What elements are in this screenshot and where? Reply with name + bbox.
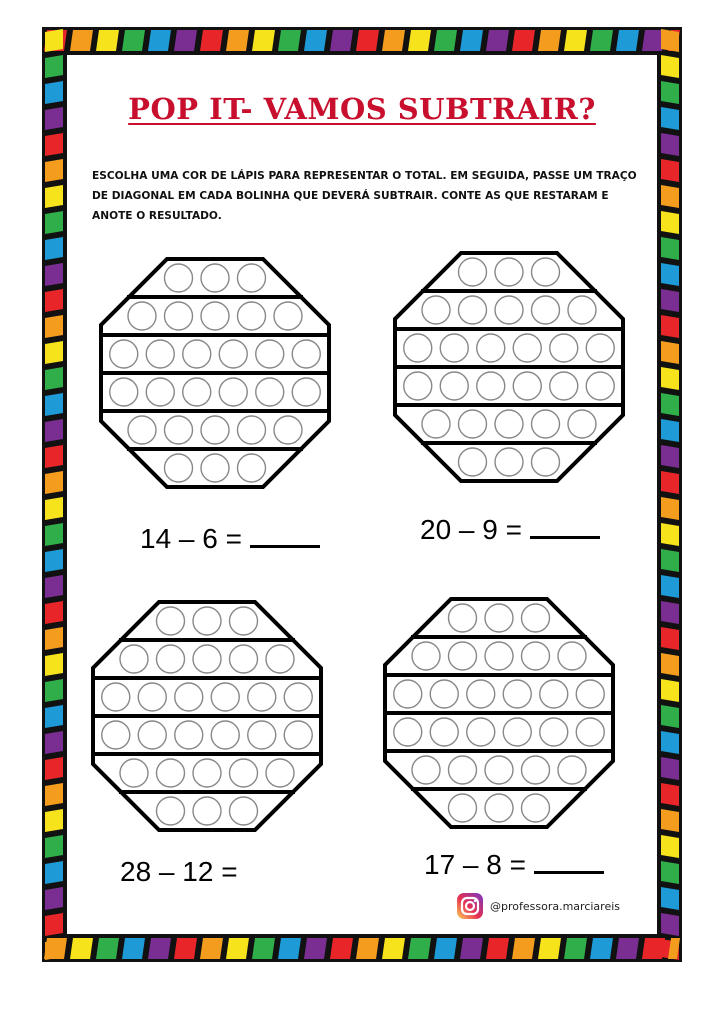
border-segment [642,938,665,959]
border-segment [434,30,457,51]
pop-bubble[interactable] [467,680,495,708]
pop-bubble[interactable] [102,683,130,711]
border-segment [45,211,63,234]
border-segment [661,731,679,754]
border-segment [538,938,561,959]
border-segment [174,30,197,51]
pop-bubble[interactable] [485,756,513,784]
pop-bubble[interactable] [477,334,505,362]
border-segment [356,30,379,51]
pop-bubble[interactable] [532,258,560,286]
pop-bubble[interactable] [266,645,294,673]
border-segment [45,523,63,546]
pop-bubble[interactable] [248,683,276,711]
pop-bubble[interactable] [495,410,523,438]
pop-bubble[interactable] [165,454,193,482]
exercise-4-expression: 17 – 8 = [424,849,526,880]
pop-it-3 [91,600,323,832]
pop-bubble[interactable] [248,721,276,749]
pop-bubble[interactable] [485,642,513,670]
pop-bubble[interactable] [193,645,221,673]
border-segment [661,133,679,156]
pop-bubble[interactable] [495,448,523,476]
pop-bubble[interactable] [292,378,320,406]
pop-bubble[interactable] [394,680,422,708]
border-segment [661,835,679,858]
border-segment [45,497,63,520]
border-segment [661,861,679,884]
border-segment [226,30,249,51]
exercise-1-expression: 14 – 6 = [140,523,242,554]
pop-bubble[interactable] [412,642,440,670]
border-segment [45,159,63,182]
pop-bubble[interactable] [459,296,487,324]
border-segment [661,315,679,338]
border-segment [661,575,679,598]
pop-bubble[interactable] [138,683,166,711]
border-segment [45,705,63,728]
border-segment [661,523,679,546]
border-segment [661,601,679,624]
pop-bubble[interactable] [102,721,130,749]
pop-bubble[interactable] [513,372,541,400]
pop-bubble[interactable] [449,794,477,822]
border-segment [45,783,63,806]
pop-bubble[interactable] [459,448,487,476]
pop-bubble[interactable] [193,797,221,825]
page-title: POP IT- VAMOS SUBTRAIR? [128,92,596,126]
pop-bubble[interactable] [540,680,568,708]
border-segment [590,30,613,51]
pop-bubble[interactable] [193,607,221,635]
border-segment [661,549,679,572]
pop-bubble[interactable] [266,759,294,787]
pop-bubble[interactable] [576,718,604,746]
pop-bubble[interactable] [558,642,586,670]
border-segment [616,30,639,51]
pop-bubble[interactable] [120,759,148,787]
pop-bubble[interactable] [284,683,312,711]
pop-bubble[interactable] [256,378,284,406]
pop-bubble[interactable] [430,718,458,746]
border-segment [661,289,679,312]
border-segment [45,809,63,832]
pop-bubble[interactable] [449,756,477,784]
pop-bubble[interactable] [175,721,203,749]
pop-bubble[interactable] [522,756,550,784]
border-segment [122,938,145,959]
border-segment [70,30,93,51]
pop-bubble[interactable] [503,680,531,708]
border-segment [538,30,561,51]
border-segment [661,185,679,208]
pop-bubble[interactable] [110,340,138,368]
pop-bubble[interactable] [422,296,450,324]
border-segment [45,939,63,960]
pop-bubble[interactable] [568,296,596,324]
border-segment [45,575,63,598]
border-segment [661,29,679,52]
pop-bubble[interactable] [201,454,229,482]
pop-bubble[interactable] [128,416,156,444]
border-segment [408,938,431,959]
pop-bubble[interactable] [550,334,578,362]
pop-bubble[interactable] [576,680,604,708]
border-segment [252,30,275,51]
border-segment [330,30,353,51]
border-segment [45,393,63,416]
border-segment [45,731,63,754]
pop-bubble[interactable] [522,794,550,822]
credit [456,891,620,921]
border-segment [45,549,63,572]
border-segment [661,913,679,936]
border-segment [661,263,679,286]
border-segment [486,30,509,51]
pop-bubble[interactable] [292,340,320,368]
border-segment [200,938,223,959]
pop-bubble[interactable] [120,645,148,673]
pop-bubble[interactable] [219,378,247,406]
border-segment [45,315,63,338]
pop-bubble[interactable] [284,721,312,749]
border-segment [661,705,679,728]
pop-bubble[interactable] [540,718,568,746]
border-segment [304,30,327,51]
pop-bubble[interactable] [274,302,302,330]
border-segment [661,419,679,442]
border-segment [45,601,63,624]
pop-bubble[interactable] [586,372,614,400]
pop-bubble[interactable] [274,416,302,444]
border-segment [382,938,405,959]
border-segment [661,367,679,390]
border-segment [45,237,63,260]
border-segment [434,938,457,959]
pop-bubble[interactable] [146,378,174,406]
border-segment [564,30,587,51]
pop-bubble[interactable] [110,378,138,406]
pop-bubble[interactable] [495,258,523,286]
border-segment [148,938,171,959]
border-segment [408,30,431,51]
pop-bubble[interactable] [157,645,185,673]
border-segment [661,497,679,520]
border-segment [45,289,63,312]
pop-bubble[interactable] [495,296,523,324]
border-segment [564,938,587,959]
exercise-3-expression: 28 – 12 = [120,856,238,887]
pop-bubble[interactable] [138,721,166,749]
border-segment [96,938,119,959]
border-segment [661,55,679,78]
pop-bubble[interactable] [513,334,541,362]
border-segment [661,159,679,182]
border-segment [590,938,613,959]
border-segment [45,679,63,702]
border-segment [278,938,301,959]
pop-bubble[interactable] [440,372,468,400]
answer-blank[interactable] [250,523,320,548]
pop-bubble[interactable] [404,372,432,400]
border-segment [304,938,327,959]
pop-bubble[interactable] [230,645,258,673]
pop-bubble[interactable] [201,264,229,292]
border-segment [661,887,679,910]
border-segment [661,679,679,702]
pop-bubble[interactable] [238,416,266,444]
pop-bubble[interactable] [477,372,505,400]
pop-bubble[interactable] [175,683,203,711]
pop-bubble[interactable] [211,683,239,711]
pop-bubble[interactable] [404,334,432,362]
pop-bubble[interactable] [230,759,258,787]
pop-bubble[interactable] [157,797,185,825]
border-segment [661,757,679,780]
pop-bubble[interactable] [522,642,550,670]
exercise-2-expression: 20 – 9 = [420,514,522,545]
instructions: ESCOLHA UMA COR DE LÁPIS PARA REPRESENTAR O TOTAL. EM SEGUIDA, PASSE UM TRAÇO DE DIAGONAL EM CADA BOLINHA QUE DEVERÁ SUBTRAIR. CONTE AS QUE RESTARAM E ANOTE O RESULTADO. [92,170,637,222]
pop-bubble[interactable] [146,340,174,368]
pop-bubble[interactable] [230,607,258,635]
answer-blank[interactable] [530,514,600,539]
pop-bubble[interactable] [558,756,586,784]
exercise-3 [120,856,238,888]
pop-bubble[interactable] [522,604,550,632]
exercise-1 [140,523,320,555]
border-segment [661,211,679,234]
border-segment [512,938,535,959]
border-segment [278,30,301,51]
border-segment [661,341,679,364]
pop-bubble[interactable] [532,448,560,476]
credit-handle: @professora.marciareis [490,899,621,913]
pop-bubble[interactable] [449,604,477,632]
pop-bubble[interactable] [157,607,185,635]
pop-bubble[interactable] [201,416,229,444]
exercise-4 [424,849,604,881]
border-segment [45,29,63,52]
pop-bubble[interactable] [128,302,156,330]
border-segment [45,445,63,468]
pop-bubble[interactable] [412,756,440,784]
border-segment [252,938,275,959]
border-segment [460,938,483,959]
pop-bubble[interactable] [165,302,193,330]
pop-bubble[interactable] [183,340,211,368]
pop-bubble[interactable] [238,454,266,482]
pop-bubble[interactable] [459,410,487,438]
pop-bubble[interactable] [193,759,221,787]
border-segment [45,341,63,364]
border-segment [174,938,197,959]
border-segment [226,938,249,959]
pop-bubble[interactable] [394,718,422,746]
pop-bubble[interactable] [238,264,266,292]
border-segment [512,30,535,51]
border-segment [330,938,353,959]
border-segment [661,393,679,416]
border-segment [661,445,679,468]
pop-bubble[interactable] [238,302,266,330]
border-segment [356,938,379,959]
border-segment [45,653,63,676]
border-segment [122,30,145,51]
pop-bubble[interactable] [219,340,247,368]
pop-bubble[interactable] [201,302,229,330]
border-segment [148,30,171,51]
pop-it-1 [99,257,331,489]
pop-bubble[interactable] [430,680,458,708]
border-segment [460,30,483,51]
pop-bubble[interactable] [211,721,239,749]
border-segment [45,471,63,494]
border-segment [661,627,679,650]
pop-bubble[interactable] [485,604,513,632]
answer-blank[interactable] [534,849,604,874]
pop-bubble[interactable] [532,296,560,324]
pop-bubble[interactable] [568,410,596,438]
border-segment [45,133,63,156]
pop-bubble[interactable] [183,378,211,406]
pop-bubble[interactable] [485,794,513,822]
pop-bubble[interactable] [256,340,284,368]
exercise-2 [420,514,600,546]
border-segment [661,809,679,832]
border-segment [45,861,63,884]
border-segment [45,263,63,286]
pop-bubble[interactable] [157,759,185,787]
border-segment [486,938,509,959]
border-segment [200,30,223,51]
pop-bubble[interactable] [230,797,258,825]
border-segment [45,627,63,650]
instagram-icon [456,892,484,920]
border-segment [661,653,679,676]
border-segment [45,55,63,78]
border-segment [96,30,119,51]
border-segment [45,185,63,208]
pop-bubble[interactable] [440,334,468,362]
pop-bubble[interactable] [459,258,487,286]
pop-bubble[interactable] [550,372,578,400]
border-segment [45,419,63,442]
pop-bubble[interactable] [467,718,495,746]
pop-bubble[interactable] [503,718,531,746]
border-segment [70,938,93,959]
border-segment [661,471,679,494]
pop-bubble[interactable] [422,410,450,438]
pop-bubble[interactable] [449,642,477,670]
border-segment [45,757,63,780]
pop-bubble[interactable] [165,264,193,292]
pop-it-2 [393,251,625,483]
pop-it-4 [383,597,615,829]
border-segment [382,30,405,51]
pop-bubble[interactable] [586,334,614,362]
border-segment [45,887,63,910]
border-segment [45,835,63,858]
border-segment [661,237,679,260]
border-segment [616,938,639,959]
border-segment [45,913,63,936]
border-segment [661,783,679,806]
border-segment [45,367,63,390]
pop-bubble[interactable] [165,416,193,444]
pop-bubble[interactable] [532,410,560,438]
